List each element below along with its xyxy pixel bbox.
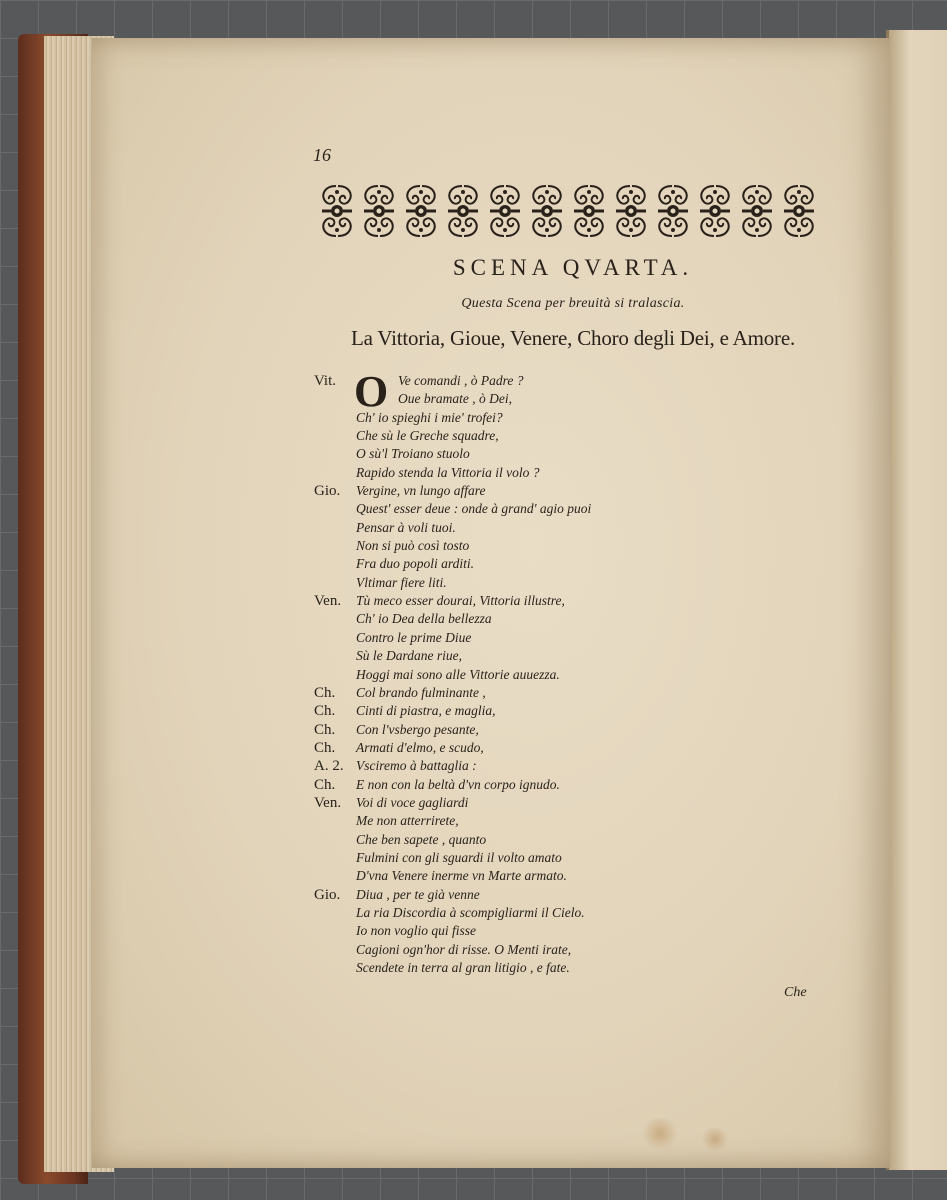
dialogue-line	[314, 776, 834, 794]
verse-text: Contro le prime Diue	[356, 629, 472, 645]
dialogue-line	[314, 482, 834, 500]
dialogue-line	[314, 959, 834, 977]
dialogue-line	[314, 500, 834, 518]
speaker-label: Gio.	[314, 483, 341, 500]
dialogue-line	[314, 592, 834, 610]
dialogue-line	[314, 666, 834, 684]
verse-text: O sù'l Troiano stuolo	[356, 446, 470, 462]
speaker-label: Gio.	[314, 886, 341, 903]
verse-text: Io non voglio qui fisse	[356, 923, 476, 939]
dialogue-block	[314, 367, 834, 977]
catchword: Che	[784, 985, 807, 1000]
dialogue-line	[314, 427, 834, 445]
dialogue-line	[314, 684, 834, 702]
dialogue-line	[314, 831, 834, 849]
verse-text: Diua , per te già venne	[356, 886, 480, 902]
speaker-label: Ven.	[314, 794, 342, 811]
verse-text: E non con la beltà d'vn corpo ignudo.	[356, 776, 560, 792]
dialogue-line	[314, 647, 834, 665]
dialogue-line	[314, 610, 834, 628]
verse-text: Con l'vsbergo pesante,	[356, 721, 479, 737]
verse-text: Cinti di piastra, e maglia,	[356, 703, 496, 719]
verse-text: Ch' io Dea della bellezza	[356, 611, 492, 627]
verse-text: Tù meco esser dourai, Vittoria illustre,	[356, 593, 565, 609]
speaker-label: Ch.	[314, 776, 336, 793]
verse-text: Vltimar fiere liti.	[356, 574, 447, 590]
dialogue-line	[314, 390, 834, 408]
verse-text: Pensar à voli tuoi.	[356, 519, 456, 535]
verse-text: Non si può così tosto	[356, 538, 470, 554]
verse-text: Rapido stenda la Vittoria il volo ?	[356, 464, 540, 480]
cast-list: La Vittoria, Gioue, Venere, Choro degli Dei, e Amore.	[351, 326, 795, 350]
dialogue-line	[314, 922, 834, 940]
dialogue-line	[314, 941, 834, 959]
verse-text: Hoggi mai sono alle Vittorie auuezza.	[356, 666, 560, 682]
dialogue-line	[314, 464, 834, 482]
dialogue-line	[314, 867, 834, 885]
page-number: 16	[313, 145, 331, 165]
verse-text: Vergine, vn lungo affare	[356, 483, 486, 499]
verse-text: Ch' io spieghi i mie' trofei?	[356, 409, 503, 425]
verse-text: Me non atterrirete,	[356, 813, 459, 829]
dialogue-line	[314, 812, 834, 830]
verse-text: La ria Discordia à scompigliarmi il Cielo.	[356, 904, 585, 920]
dialogue-line	[314, 721, 834, 739]
speaker-label: Vit.	[314, 373, 337, 389]
dialogue-line	[314, 849, 834, 867]
dialogue-line	[314, 445, 834, 463]
verse-text: Armati d'elmo, e scudo,	[356, 739, 484, 755]
scene-note: Questa Scena per breuità si tralascia.	[461, 296, 685, 311]
dialogue-line	[314, 574, 834, 592]
dialogue-line	[314, 409, 834, 427]
dialogue-line	[314, 629, 834, 647]
verse-text: Cagioni ogn'hor di risse. O Menti irate,	[356, 941, 572, 957]
drop-cap: O	[354, 367, 389, 416]
verse-text: Col brando fulminante ,	[356, 684, 486, 700]
verse-text: Fra duo popoli arditi.	[356, 556, 475, 572]
speaker-label: Ch.	[314, 703, 336, 720]
verse-text: Che sù le Greche squadre,	[356, 428, 499, 444]
verse-text: Scendete in terra al gran litigio , e fate.	[356, 960, 570, 975]
dialogue-line	[314, 702, 834, 720]
dialogue-line	[314, 886, 834, 904]
headpiece-ornament	[316, 180, 821, 242]
dialogue-line	[314, 794, 834, 812]
speaker-label: Ch.	[314, 721, 336, 738]
dialogue-line	[314, 739, 834, 757]
scene-title: SCENA QVARTA.	[452, 255, 694, 280]
verse-text: Fulmini con gli sguardi il volto amato	[356, 849, 562, 865]
verse-text: Che ben sapete , quanto	[356, 831, 487, 847]
dialogue-line	[314, 757, 834, 775]
speaker-label: Ch.	[314, 684, 336, 701]
dialogue-line	[314, 904, 834, 922]
dialogue-line	[314, 537, 834, 555]
speaker-label: Ch.	[314, 739, 336, 756]
verse-text: Voi di voce gagliardi	[356, 794, 469, 810]
verse-text: D'vna Venere inerme vn Marte armato.	[356, 868, 567, 884]
dialogue-line	[314, 555, 834, 573]
dialogue-line	[314, 519, 834, 537]
speaker-label: Ven.	[314, 593, 342, 610]
verse-text: Ve comandi , ò Padre ?	[398, 373, 524, 388]
verse-text: Quest' esser deue : onde à grand' agio puoi	[356, 501, 592, 517]
verse-text: Vsciremo à battaglia :	[356, 758, 477, 774]
verse-text: Sù le Dardane riue,	[356, 648, 462, 664]
speaker-label: A. 2.	[314, 758, 344, 775]
verse-text: Oue bramate , ò Dei,	[398, 391, 512, 407]
